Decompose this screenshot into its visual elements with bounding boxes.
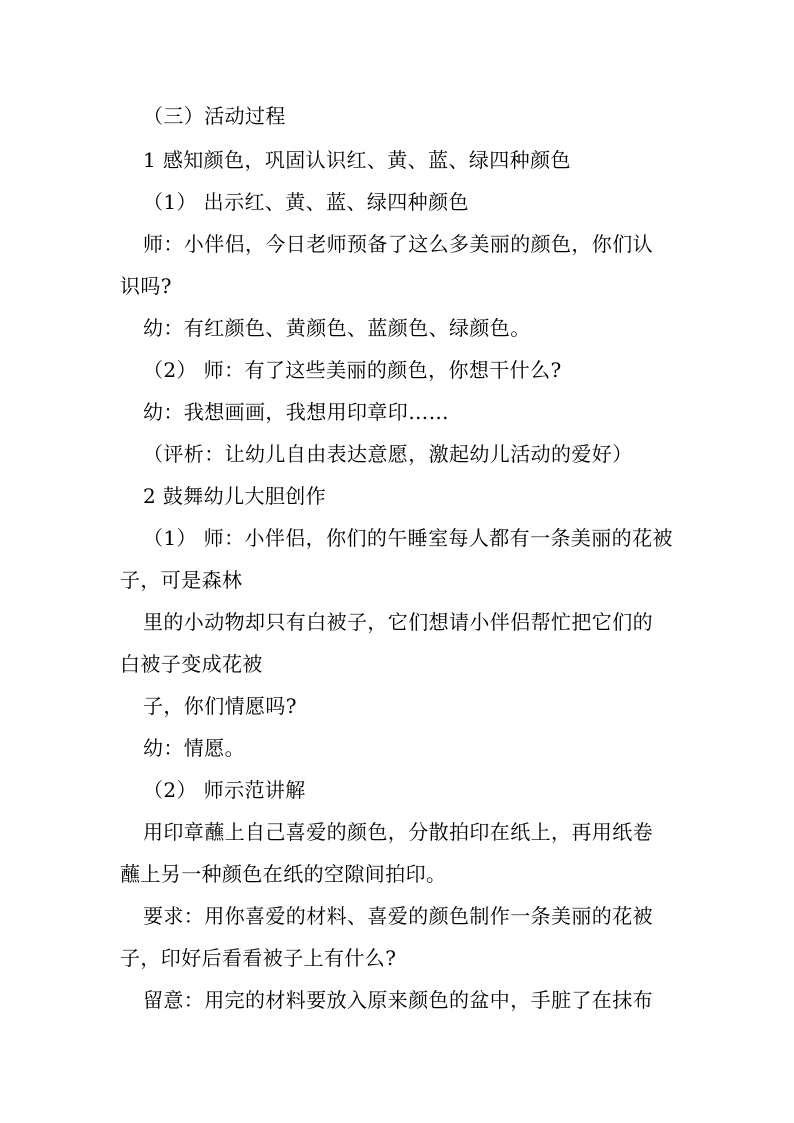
section-heading: （三）活动过程 [143, 104, 286, 128]
text-line: 用印章蘸上自己喜爱的颜色，分散拍印在纸上，再用纸卷 [143, 820, 653, 844]
text-line: 识吗? [120, 274, 172, 298]
text-line: （1） 师：小伴侣，你们的午睡室每人都有一条美丽的花被 [143, 526, 673, 550]
text-line: （2） 师：有了这些美丽的颜色，你想干什么? [143, 358, 562, 382]
text-line: 师：小伴侣，今日老师预备了这么多美丽的颜色，你们认 [143, 232, 653, 256]
text-line: 子，印好后看看被子上有什么? [120, 946, 397, 970]
step-heading-1: 1 感知颜色，巩固认识红、黄、蓝、绿四种颜色 [143, 148, 571, 172]
text-line: 要求：用你喜爱的材料、喜爱的颜色制作一条美丽的花被 [143, 904, 653, 928]
commentary-line: （评析：让幼儿自由表达意愿，激起幼儿活动的爱好） [143, 442, 633, 466]
text-line: （2） 师示范讲解 [143, 778, 306, 802]
text-line: 白被子变成花被 [120, 652, 263, 676]
text-line: 留意：用完的材料要放入原来颜色的盆中，手脏了在抹布 [143, 988, 653, 1012]
text-line: 子，你们情愿吗? [143, 694, 297, 718]
text-line: 幼：我想画画，我想用印章印…… [143, 400, 449, 424]
text-line: 里的小动物却只有白被子，它们想请小伴侣帮忙把它们的 [143, 610, 653, 634]
text-line: 蘸上另一种颜色在纸的空隙间拍印。 [120, 862, 447, 886]
text-line: 幼：有红颜色、黄颜色、蓝颜色、绿颜色。 [143, 316, 531, 340]
text-line: 子，可是森林 [120, 568, 243, 592]
step-heading-2: 2 鼓舞幼儿大胆创作 [143, 484, 327, 508]
text-line: （1） 出示红、黄、蓝、绿四种颜色 [143, 190, 469, 214]
text-line: 幼：情愿。 [143, 736, 245, 760]
